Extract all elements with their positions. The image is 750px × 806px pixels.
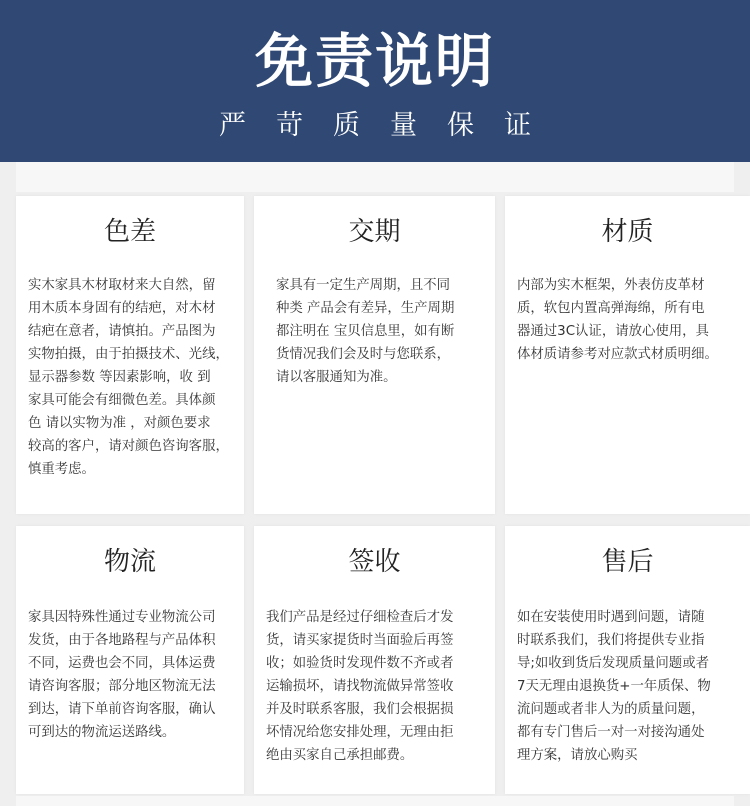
card-body: 我们产品是经过仔细检查后才发 货，请买家提货时当面验后再签 收；如验货时发现件数不齐或者 运输损坏，请找物流做异常签收 并及时联系客服，我们会根据损 坏情况给您安排处理，无理由拒 绝由买家自己承担邮费。 — [266, 610, 454, 763]
card-title: 材质 — [601, 217, 654, 247]
card-title: 签收 — [348, 547, 401, 577]
header-banner — [0, 0, 750, 162]
bottom-strip — [16, 796, 734, 806]
card-body: 实木家具木材取材来大自然，留 用木质本身固有的结疤，对木材 结疤在意者，请慎拍。产品图为 实物拍摄，由于拍摄技术、光线， 显示器参数 等因素影响，收 到 家具可能会有细微色差。具体颜 色 请以实物为准 ，对颜色要求 较高的客户，请对颜色咨询客服， 慎重考虑。 — [28, 278, 229, 477]
card-body: 家具有一定生产周期，且不同 种类 产品会有差异，生产周期 都注明在 宝贝信息里，如有断 货情况我们会及时与您联系， 请以客服通知为准。 — [276, 278, 455, 385]
card-title: 售后 — [601, 547, 654, 577]
card-material — [505, 196, 750, 514]
card-body: 内部为实木框架，外表仿皮革材 质，软包内置高弹海绵，所有电 器通过3C认证，请放心使用，具 体材质请参考对应款式材质明细。 — [517, 278, 718, 362]
card-after-sales — [505, 526, 750, 794]
card-title: 物流 — [103, 547, 156, 577]
card-body: 家具因特殊性通过专业物流公司 发货，由于各地路程与产品体积 不同，运费也会不同，具体运费 请咨询客服；部分地区物流无法 到达，请下单前咨询客服，确认 可到达的物流运送路线。 — [28, 610, 216, 740]
card-title: 色差 — [103, 217, 156, 247]
card-logistics — [16, 526, 244, 794]
card-title: 交期 — [348, 217, 401, 247]
card-body: 如在安装使用时遇到问题，请随 时联系我们，我们将提供专业指 导;如收到货后发现质量问题或者 7天无理由退换货+一年质保、物 流问题或者非人为的质量问题， 都有专门售后一对一对接沟通处 理方案，请放心购买 — [517, 610, 711, 763]
page-title: 免责说明 — [254, 27, 495, 95]
card-signing — [254, 526, 495, 794]
card-delivery-time — [254, 196, 495, 514]
card-color-difference — [16, 196, 244, 514]
page-subtitle: 严苛质量保证 — [219, 110, 561, 141]
divider-strip — [16, 162, 734, 192]
